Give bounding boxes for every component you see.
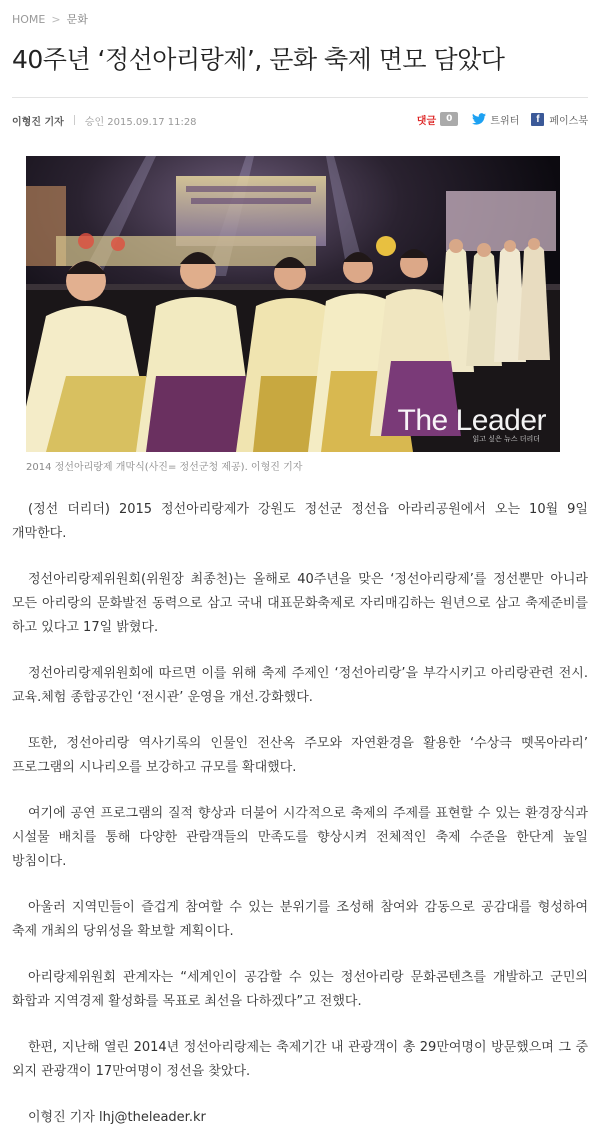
breadcrumb-section-link[interactable]: 문화 — [66, 13, 88, 26]
approval-date: 승인 2015.09.17 11:28 — [84, 116, 197, 128]
facebook-share-button[interactable] — [531, 112, 588, 127]
meta-divider — [74, 115, 75, 125]
twitter-label: 트위터 — [490, 115, 520, 127]
article-paragraph: 여기에 공연 프로그램의 질적 향상과 더불어 시각적으로 축제의 주제를 표현할 수 있는 환경장식과 시설물 배치를 통해 다양한 관람객들의 만족도를 향상시켜 전체적인 축제 수준을 한단계 높일 방침이다. — [12, 806, 588, 869]
breadcrumb — [12, 10, 88, 28]
breadcrumb-separator: > — [51, 12, 61, 26]
photo-caption: 2014 정선아리랑제 개막식(사진= 정선군청 제공). 이형진 기자 — [26, 462, 303, 473]
article-byline: 이형진 기자 lhj@theleader.kr — [28, 1110, 206, 1125]
article-title: 40주년 ‘정선아리랑제’, 문화 축제 면모 담았다 — [12, 45, 505, 74]
photo-watermark: The Leader — [397, 404, 546, 437]
twitter-share-button[interactable] — [472, 112, 519, 127]
photo-watermark-tagline: 읽고 싶은 뉴스 더리더 — [472, 435, 540, 443]
article-paragraph: 정선아리랑제위원회에 따르면 이를 위해 축제 주제인 ‘정선아리랑’을 부각시키고 아리랑관련 전시.교육.체험 종합공간인 ‘전시관’ 운영을 개선.강화했다. — [12, 666, 588, 705]
comment-count-badge[interactable]: 0 — [440, 112, 458, 126]
article-paragraph: 아울러 지역민들이 즐겁게 참여할 수 있는 분위기를 조성해 참여와 감동으로 공감대를 형성하여 축제 개최의 당위성을 확보할 계획이다. — [12, 900, 588, 939]
breadcrumb-home-link[interactable]: HOME — [12, 12, 46, 26]
comment-link[interactable]: 댓글 — [416, 115, 437, 127]
article-paragraph: 한편, 지난해 열린 2014년 정선아리랑제는 축제기간 내 관광객이 총 29만여명이 방문했으며 그 중 외지 관광객이 17만여명이 정선을 찾았다. — [12, 1040, 588, 1079]
author-name: 이형진 기자 — [12, 116, 64, 128]
facebook-label: 페이스북 — [549, 115, 588, 127]
share-bar — [417, 108, 588, 130]
article-photo — [26, 156, 560, 452]
facebook-icon: f — [531, 113, 544, 126]
article-paragraph: (정선 더리더) 2015 정선아리랑제가 강원도 정선군 정선읍 아라리공원에서 오는 10월 9일 개막한다. — [12, 502, 588, 541]
article-paragraph: 정선아리랑제위원회(위원장 최종천)는 올해로 40주년을 맞은 ‘정선아리랑제’를 정선뿐만 아니라 모든 아리랑의 문화발전 동력으로 삼고 국내 대표문화축제로 자리매김하는 원년으로 삼고 축제준비를 하고 있다고 17일 밝혔다. — [12, 572, 588, 635]
article-body — [12, 498, 588, 1130]
twitter-icon — [472, 113, 486, 125]
title-divider — [12, 97, 588, 98]
article-paragraph: 또한, 정선아리랑 역사기록의 인물인 전산옥 주모와 자연환경을 활용한 ‘수상극 뗏목아라리’ 프로그램의 시나리오를 보강하고 규모를 확대했다. — [12, 736, 588, 775]
article-paragraph: 아리랑제위원회 관계자는 “세계인이 공감할 수 있는 정선아리랑 문화콘텐츠를 개발하고 군민의 화합과 지역경제 활성화를 목표로 최선을 다하겠다”고 전했다. — [12, 970, 588, 1009]
